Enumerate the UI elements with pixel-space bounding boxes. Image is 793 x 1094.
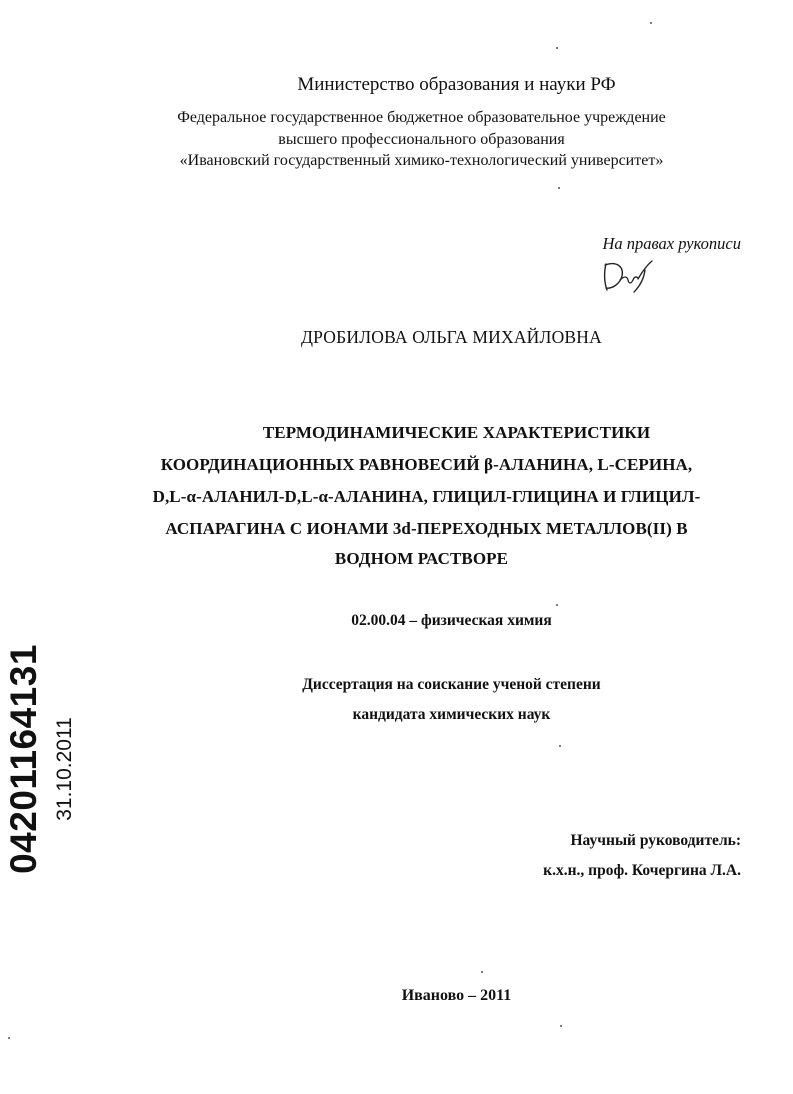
scan-speck	[559, 745, 561, 747]
supervisor-name: к.х.н., проф. Кочергина Л.А.	[543, 862, 741, 879]
degree-line-1: Диссертация на соискание ученой степени	[302, 676, 601, 693]
author-name: ДРОБИЛОВА ОЛЬГА МИХАЙЛОВНА	[301, 327, 602, 347]
manuscript-note: На правах рукописи	[602, 234, 741, 253]
degree-line-2: кандидата химических наук	[352, 706, 551, 723]
specialty: 02.00.04 – физическая химия	[351, 612, 552, 629]
title-line-3: D,L-α-АЛАНИЛ-D,L-α-АЛАНИНА, ГЛИЦИЛ-ГЛИЦИНА И ГЛИЦИЛ-	[152, 487, 701, 506]
stamp-code: 04201164131	[3, 644, 44, 874]
scan-speck	[556, 47, 558, 49]
scan-speck	[558, 187, 560, 189]
city-year: Иваново – 2011	[401, 987, 512, 1004]
signature-image	[600, 258, 662, 294]
scan-speck	[481, 971, 483, 973]
title-line-5: ВОДНОМ РАСТВОРЕ	[334, 549, 509, 568]
stamp-date: 31.10.2011	[53, 717, 76, 821]
title-line-4: АСПАРАГИНА С ИОНАМИ 3d-ПЕРЕХОДНЫХ МЕТАЛЛОВ(II) В	[165, 519, 688, 538]
institution-line-2: высшего профессионального образования	[278, 131, 565, 148]
institution-line-3: «Ивановский государственный химико-технологический университет»	[179, 152, 664, 169]
scan-speck	[650, 22, 652, 24]
supervisor-label: Научный руководитель:	[570, 832, 741, 849]
scan-speck	[8, 1037, 10, 1039]
institution-line-1: Федеральное государственное бюджетное образовательное учреждение	[177, 109, 666, 126]
ministry-heading: Министерство образования и науки РФ	[297, 74, 616, 95]
title-line-1: ТЕРМОДИНАМИЧЕСКИЕ ХАРАКТЕРИСТИКИ	[262, 423, 651, 442]
title-line-2: КООРДИНАЦИОННЫХ РАВНОВЕСИЙ β-АЛАНИНА, L-СЕРИНА,	[160, 455, 693, 474]
scan-speck	[556, 604, 558, 606]
scan-speck	[560, 1025, 562, 1027]
